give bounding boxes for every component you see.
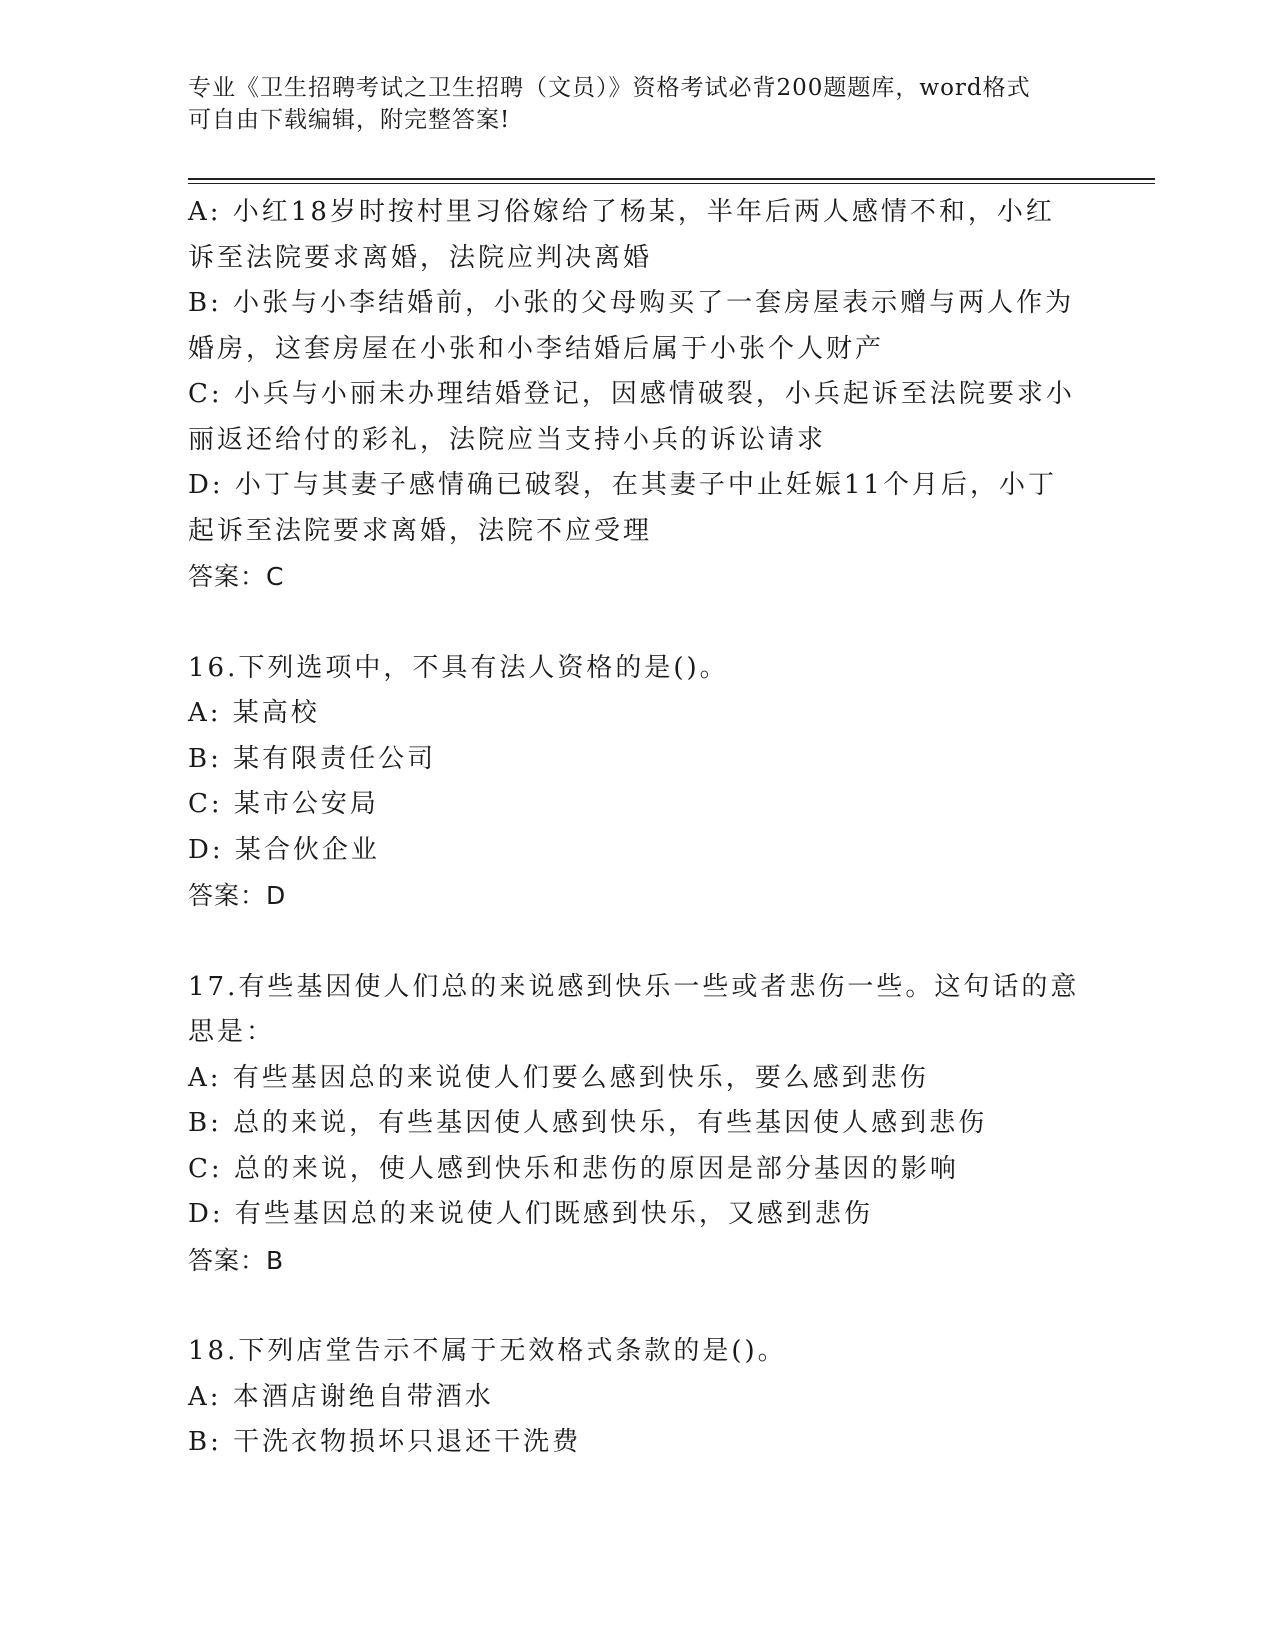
option-a-line-2: 诉至法院要求离婚，法院应判决离婚 <box>188 242 653 273</box>
spacer <box>188 1283 1088 1329</box>
option-a: A: 本酒店谢绝自带酒水 <box>188 1381 494 1412</box>
question-block-18 <box>188 1329 1088 1466</box>
option-b: B: 总的来说，有些基因使人感到快乐，有些基因使人感到悲伤 <box>188 1108 988 1138</box>
question-block-15 <box>188 190 1088 600</box>
question-text: 16.下列选项中，不具有法人资格的是()。 <box>188 652 729 683</box>
spacer <box>188 919 1088 965</box>
option-b: B: 某有限责任公司 <box>188 743 437 774</box>
header-divider-thin <box>188 183 1155 184</box>
question-list <box>188 190 1088 1466</box>
option-d-line-1: D: 小丁与其妻子感情确已破裂，在其妻子中止妊娠11个月后，小丁 <box>188 470 1057 500</box>
option-a: A: 有些基因总的来说使人们要么感到快乐，要么感到悲伤 <box>188 1062 929 1093</box>
document-header <box>188 72 1088 136</box>
option-d-line-2: 起诉至法院要求离婚，法院不应受理 <box>188 515 653 546</box>
option-c: C: 总的来说，使人感到快乐和悲伤的原因是部分基因的影响 <box>188 1153 959 1184</box>
option-a-line-1: A: 小红18岁时按村里习俗嫁给了杨某，半年后两人感情不和，小红 <box>188 197 1055 227</box>
question-text: 18.下列店堂告示不属于无效格式条款的是()。 <box>188 1336 787 1366</box>
option-c-line-2: 丽返还给付的彩礼，法院应当支持小兵的诉讼请求 <box>188 424 827 455</box>
question-block-17 <box>188 965 1088 1284</box>
header-line-1: 专业《卫生招聘考试之卫生招聘（文员）》资格考试必背200题题库，word格式 <box>188 75 1031 101</box>
question-text-line-2: 思是： <box>188 1017 276 1047</box>
option-c: C: 某市公安局 <box>188 789 379 819</box>
answer-line: 答案：C <box>188 562 285 591</box>
option-a: A: 某高校 <box>188 698 320 728</box>
option-d: D: 有些基因总的来说使人们既感到快乐，又感到悲伤 <box>188 1199 873 1229</box>
header-line-2: 可自由下载编辑，附完整答案! <box>188 107 511 133</box>
answer-line: 答案：D <box>188 881 287 910</box>
option-b-line-1: B: 小张与小李结婚前，小张的父母购买了一套房屋表示赠与两人作为 <box>188 288 1075 318</box>
question-block-16 <box>188 646 1088 919</box>
option-d: D: 某合伙企业 <box>188 834 380 865</box>
header-divider-thick <box>188 178 1155 180</box>
option-c-line-1: C: 小兵与小丽未办理结婚登记，因感情破裂，小兵起诉至法院要求小 <box>188 379 1075 409</box>
option-b: B: 干洗衣物损坏只退还干洗费 <box>188 1427 582 1457</box>
answer-line: 答案：B <box>188 1245 285 1275</box>
option-b-line-2: 婚房，这套房屋在小张和小李结婚后属于小张个人财产 <box>188 333 885 364</box>
spacer <box>188 600 1088 646</box>
question-text-line-1: 17.有些基因使人们总的来说感到快乐一些或者悲伤一些。这句话的意 <box>188 971 1080 1002</box>
